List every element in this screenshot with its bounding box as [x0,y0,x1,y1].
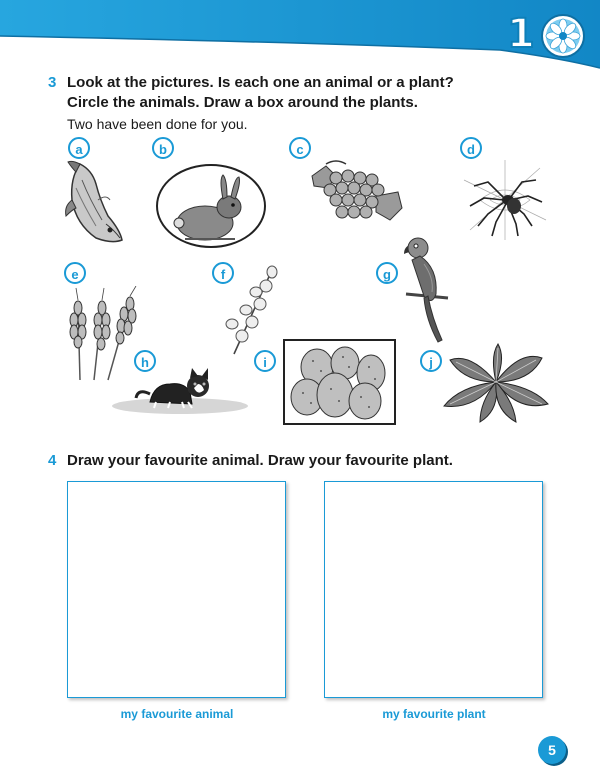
exercise-4-number: 4 [48,452,57,469]
item-label-j: j [420,350,442,372]
leafy-plant-picture[interactable] [440,342,552,424]
exercise-4-instruction: Draw your favourite animal. Draw your favourite plant. [67,452,453,469]
exercise-3-instruction-1: Look at the pictures. Is each one an animal or a plant? [67,74,454,91]
item-label-c: c [289,137,311,159]
item-label-b: b [152,137,174,159]
item-label-d: d [460,137,482,159]
cactus-picture[interactable] [283,339,396,425]
item-label-e: e [64,262,86,284]
favourite-plant-drawing-box[interactable] [324,481,543,698]
item-label-a: a [68,137,90,159]
page-number: 5 [538,736,566,764]
pussy-willow-picture[interactable] [220,264,286,356]
exercise-3-instruction-2: Circle the animals. Draw a box around the plants. [67,94,418,111]
cat-picture[interactable] [110,362,250,416]
rabbit-picture[interactable] [155,163,267,249]
unit-number: 1 [507,11,535,57]
favourite-animal-caption: my favourite animal [120,707,234,721]
item-label-i: i [254,350,276,372]
favourite-plant-caption: my favourite plant [382,707,486,721]
exercise-3-number: 3 [48,74,57,91]
spider-picture[interactable] [460,160,550,240]
parrot-picture[interactable] [398,234,464,344]
grapes-picture[interactable] [306,156,406,228]
exercise-3-note: Two have been done for you. [67,116,248,132]
item-label-f: f [212,262,234,284]
favourite-animal-drawing-box[interactable] [67,481,286,698]
item-label-h: h [134,350,156,372]
fish-picture[interactable] [62,160,130,246]
item-label-g: g [376,262,398,284]
flower-icon [540,13,586,59]
